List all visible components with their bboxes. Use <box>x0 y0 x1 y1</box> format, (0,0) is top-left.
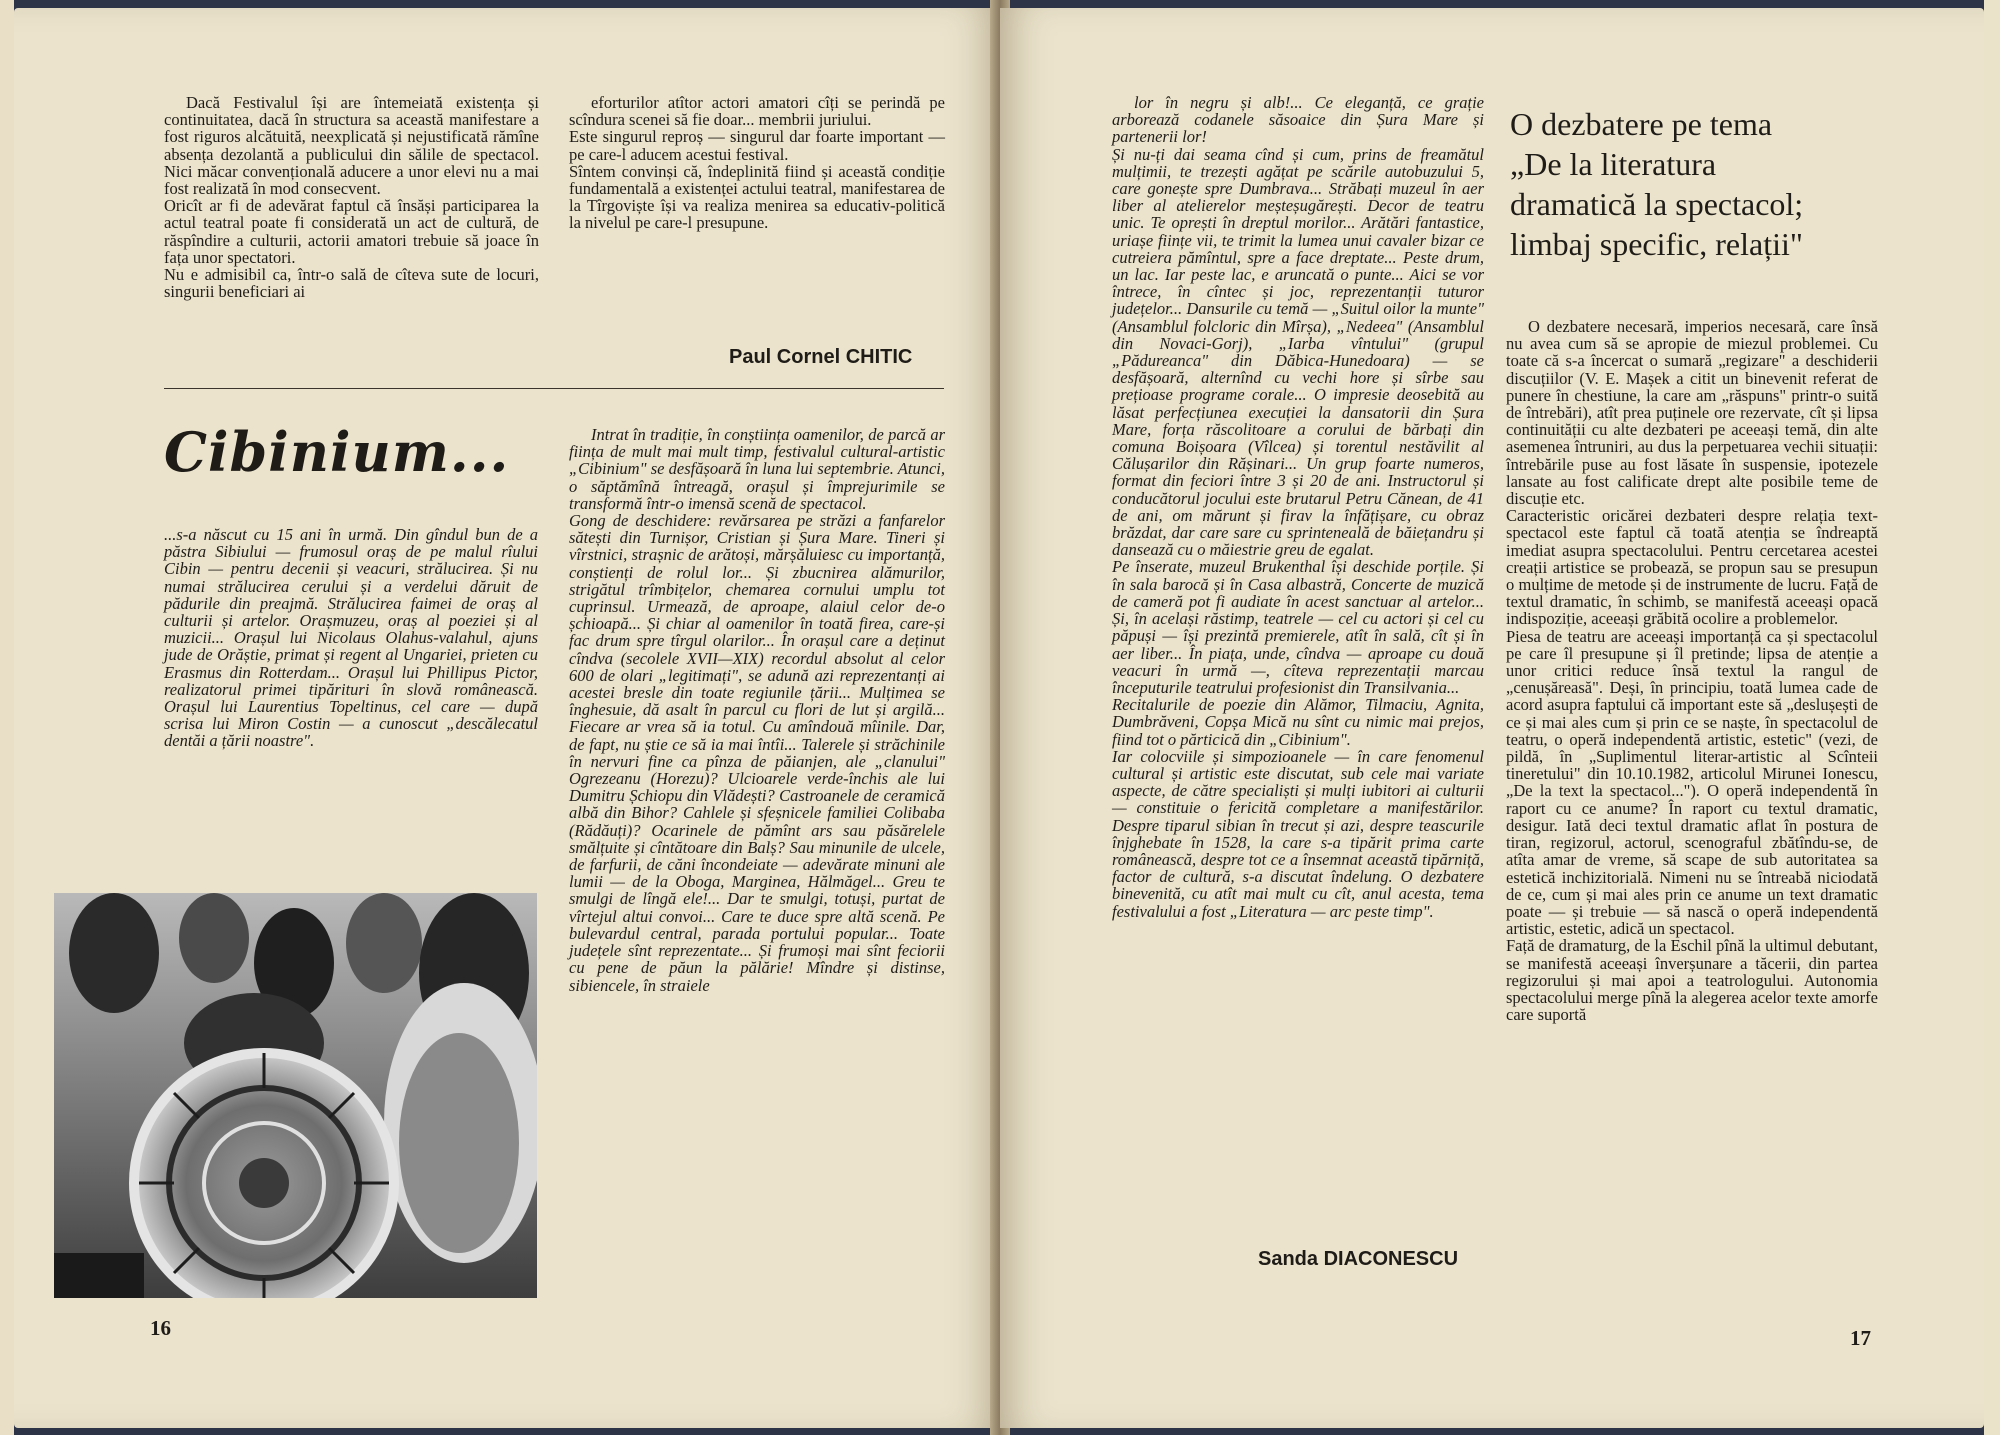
page-number-left: 16 <box>150 1316 171 1340</box>
page-edge-right <box>1984 0 2000 1435</box>
left-col1-bottom-text <box>164 526 538 750</box>
debate-body: O dezbatere necesară, imperios necesară, care însă nu avea cum să se apropie de miezul problemei. Cu toate că s-a încercat o sumară „regizare" a deschiderii discuțiilor (V. E. Mașek a citit un binevenit referat de punere în chestiune, la care am „răspuns" printr-o suită de întrebări), atît prea puținele ore rezervate, cît și lipsa continuității cu alte dezbateri pe aceeași temă, din alte asemenea întruniri, au dus la perpetuarea vechii situații: întrebările puse au fost lăsate în suspensie, ipotezele lansate au fost calificate drept alte posibile teme de discuție etc. Caracteristic oricărei dezbateri despre relația text-spectacol este faptul că toată atenția se îndreaptă imediat asupra spectacolului. Pentru cercetarea acestei creații artistice se probează, se propun sau se presupun o mulțime de metode și de instrumente de lucru. Față de textul dramatic, în schimb, se manifestă aceeași opacă indispoziție, aceeași grăbită ocolire a problemelor. Piesa de teatru are aceeași importanță ca și spectacolul pe care îl presupune și îl pretinde; lipsa de atenție a unor critici reduce însă textul la rangul de „cenușăreasă". Deși, în principiu, toată lumea cade de acord asupra faptului că important este să „deslușești de ce și mai ales cum și prin ce se naște, în spectacolul de teatru, o operă independentă artistic, estetic" (vezi, de pildă, în „Suplimentul literar-artistic al Scînteii tineretului" din 10.10.1982, articolul Mirunei Ionescu, „De la text la spectacol..."). O operă independentă în raport cu ce anume? În raport cu textul dramatic, desigur. Iată deci textul dramatic aflat în postura de tiran, regizorul, actorul, scenograful zbătîndu-se, de atîta amar de vreme, să scape de sub autoritatea sa estetică inchizitorială. Nimeni nu se întreabă niciodată de ce, cum și mai ales prin ce anume un text dramatic poate — și trebuie — să nască o operă independentă artistic, estetic, adică un spectacol. Față de dramaturg, de la Eschil pînă la ultimul debutant, se manifestă aceeași înverșunare a tăcerii, din partea regizorului și mai apoi a teatrologului. Autonomia spectacolului merge pînă la alegerea acelor texte amorfe care suportă <box>1506 317 1878 1025</box>
left-page <box>14 8 998 1428</box>
debate-title-line-1: O dezbatere pe tema <box>1510 106 1773 142</box>
section-divider <box>164 388 944 389</box>
cibinium-festival-story: Intrat în tradiție, în conștiința oamenilor, de parcă ar ființa de mult mai mult timp, festivalul cultural-artistic „Cibinium" se desfășoară în luna lui septembrie. Atunci, o săptămînă întreagă, orașul și împrejurimile se transformă într-o imensă scenă de spectacol. Gong de deschidere: revărsarea pe străzi a fanfarelor sătești din Turnișor, Cristian și Șura Mare. Tineri și vîrstnici, strașnic de arătoși, mărșăluiesc cu importanță, conștienți de rolul lor... Și zbucnirea alămurilor, strigătul trîmbițelor, chemarea cornului umplu tot cuprinsul. Urmează, de aproape, alaiul celor de-o șchioapă... Și chiar al oamenilor în toată firea, care-și fac drum spre tîrgul olarilor... În orașul care a deținut cîndva (secolele XVII—XIX) recordul absolut al celor 600 de olari „legitimați", se adună azi reprezentanți ai acestei bresle din toate regiunile țării... Mulțimea se înghesuie, dă asalt în parcul cu flori de lut și argilă... Fiecare ar vrea să ia totul. Cu amîndouă mîinile. Dar, de fapt, nu știe ce să ia mai întîi... Talerele și străchinile în nervuri fine ca pînza de păianjen, ale „clanului" Ogrezeanu (Horezu)? Ulcioarele verde-închis ale lui Dumitru Șchiopu din Vlădești? Castroanele de ceramică albă din Bihor? Cahlele și sfeșnicele familiei Colibaba (Rădăuți)? Ocarinele de pămînt ars sau păsărelele smălțuite și cîntătoare din Balș? Sau minunile de ulcele, de farfurii, de căni încondeiate — adevărate minuni ale lumii — de la Oboga, Marginea, Hălmăgel... Greu te smulgi de lîngă ele!... Dar te smulgi, totuși, purtat de vîrtejul altui convoi... Care te duce spre altă scenă. Pe bulevardul central, parada portului popular... Toate județele sînt reprezentate... Și frumoși mai sînt feciorii cu pene de păun la pălărie! Mîndre și distinse, sibiencele, în straiele <box>569 425 945 995</box>
cibinium-title: Cibinium... <box>164 420 510 484</box>
debate-title-line-2: „De la literatura <box>1510 146 1717 182</box>
left-col2-top-text <box>569 94 945 232</box>
debate-title-line-3: dramatică la spectacol; <box>1510 186 1804 222</box>
page-edge-left <box>0 0 14 1435</box>
festival-conclusion: eforturilor atîtor actori amatori cîți se perindă pe scîndura scenei să fie doar... membrii juriului. Este singurul reproș — singurul dar foarte important — pe care-l aducem acestui festival. Sîntem convinși că, îndeplinită fiind și această condiție fundamentală a existenței actului teatral, manifestarea de la Tîrgoviște își va realiza menirea sa educativ-politică la nivelul pe care-l presupune. <box>569 93 945 233</box>
left-col1-top-text <box>164 94 539 300</box>
right-page <box>1000 8 1984 1428</box>
festival-paragraphs: Dacă Festivalul își are întemeiată existența și continuitatea, dacă în structura sa această manifestare a fost riguros alcătuită, neexplicată și nejustificată rămîne absența dezolantă a publicului din sălile de spectacol. Nici măcar convențională aducere a unor elevi nu a mai fost realizată în mod consecvent. Oricît ar fi de adevărat faptul că însăși participarea la actul teatral poate fi considerată un act de cultură, de răspîndire a culturii, actorii amatori trebuie să joace în fața unor spectatori. Nu e admisibil ca, într-o sală de cîteva sute de locuri, singurii beneficiari ai <box>164 93 539 302</box>
right-col2-text <box>1506 318 1878 1023</box>
left-col2-bottom-text <box>569 426 945 994</box>
page-number-right: 17 <box>1850 1326 1871 1350</box>
debate-title-line-4: limbaj specific, relații" <box>1510 226 1803 262</box>
cibinium-intro: ...s-a născut cu 15 ani în urmă. Din gîndul bun de a păstra Sibiului — frumosul oraș de pe malul rîului Cibin — pentru decenii și veacuri, strălucirea. Și nu numai strălucirea cerului și a verdelui dăruit de pădurile din preajmă. Strălucirea faimei de oraș al culturii și artelor. Orașmuzeu, oraș al poeziei și al muzicii... Orașul lui Nicolaus Olahus-valahul, ajuns jude de Orăștie, primat și regent al Ungariei, prieten cu Erasmus din Rotterdam... Orașul lui Phillipus Pictor, realizatorul primei tipărituri în slovă românească. Orașul lui Laurentius Topeltinus, cel care — după scrisa lui Miron Costin — a cunoscut „descălecatul dentăi a țării noastre". <box>164 525 538 751</box>
signature-chitic: Paul Cornel CHITIC <box>729 346 913 368</box>
photo-crowd-plate <box>54 893 537 1298</box>
right-col1-text <box>1112 94 1484 920</box>
debate-article-title <box>1510 104 1880 264</box>
signature-diaconescu: Sanda DIACONESCU <box>1258 1248 1459 1270</box>
cibinium-continuation: lor în negru și alb!... Ce eleganță, ce grație arborează codanele săsoaice din Șura Mare și partenerii lor! Și nu-ți dai seama cînd și cum, prins de freamătul mulțimii, te trezești agățat pe scările autobuzului 5, care gonește spre Dumbrava... Străbați muzeul în aer liber al atelierelor meșteșugărești. Decor de teatru unic. Te oprești în dreptul morilor... Arătări fantastice, uriașe ființe vii, te trimit la lumea unui cavaler bizar ce cutreiera pămîntul, spre a face dreptate... Peste drum, un lac. Iar peste lac, e aruncată o punte... Aici se vor întrece, în cîntec și joc, reprezentanții tuturor județelor... Dansurile cu temă — „Suitul oilor la munte" (Ansamblul folcloric din Mîrșa), „Nedeea" (Ansamblul din Novaci-Gorj), „Iarba vîntului" (grupul „Pădureanca" din Dăbica-Hunedoara) — se desfășoară, alternînd cu vechi hore și sîrbe sau prețioase programe corale... O impresie deosebită au lăsat perfecțiunea execuției la dansatorii din Șura Mare, forța răscolitoare a corului de bărbați din comuna Boișoara (Vîlcea) și torentul nestăvilit al Călușarilor din Rășinari... Un grup foarte numeros, format din feciori între 3 și 20 de ani. Instructorul și conducătorul jocului este brutarul Petru Cănean, de 41 de ani, om mărunt și firav la înfățișare, cu obraz brăzdat, dar care sare cu sprinteneală de băiețandru și dansează cu o măiestrie greu de egalat. Pe înserate, muzeul Brukenthal își deschide porțile. Și în sala barocă și în Casa albastră, Concerte de muzică de cameră pot fi audiate în acest sanctuar al artelor... Și, în același răstimp, teatrele — cel cu actori și cel cu păpuși — își prezintă premierele, atît în sală, cît și în aer liber... În piața, unde, cîndva — aproape cu două veacuri în urmă —, cîteva reprezentații marcau începuturile teatrului profesionist din Transilvania... Recitalurile de poezie din Alămor, Tilmaciu, Agnita, Dumbrăveni, Copșa Mică nu sînt cu nimic mai prejos, fiind tot o părticică din „Cibinium". Iar colocviile și simpozioanele — în care fenomenul cultural și artistic este discutat, sub cele mai variate aspecte, de către specialiști și mulți iubitori ai culturii — constituie o fericită completare a manifestărilor. Despre tiparul sibian în trecut și azi, despre teascurile înjghebate în 1528, la care s-a tipărit prima carte românească, despre tot ce a însemnat această tipărniță, factor de cultură, s-a discutat îndelung. O dezbatere binevenită, cu atît mai mult cu cît, anul acesta, tema festivalului a fost „Literatura — arc peste timp". <box>1112 93 1484 921</box>
photograph-icon <box>54 893 537 1298</box>
